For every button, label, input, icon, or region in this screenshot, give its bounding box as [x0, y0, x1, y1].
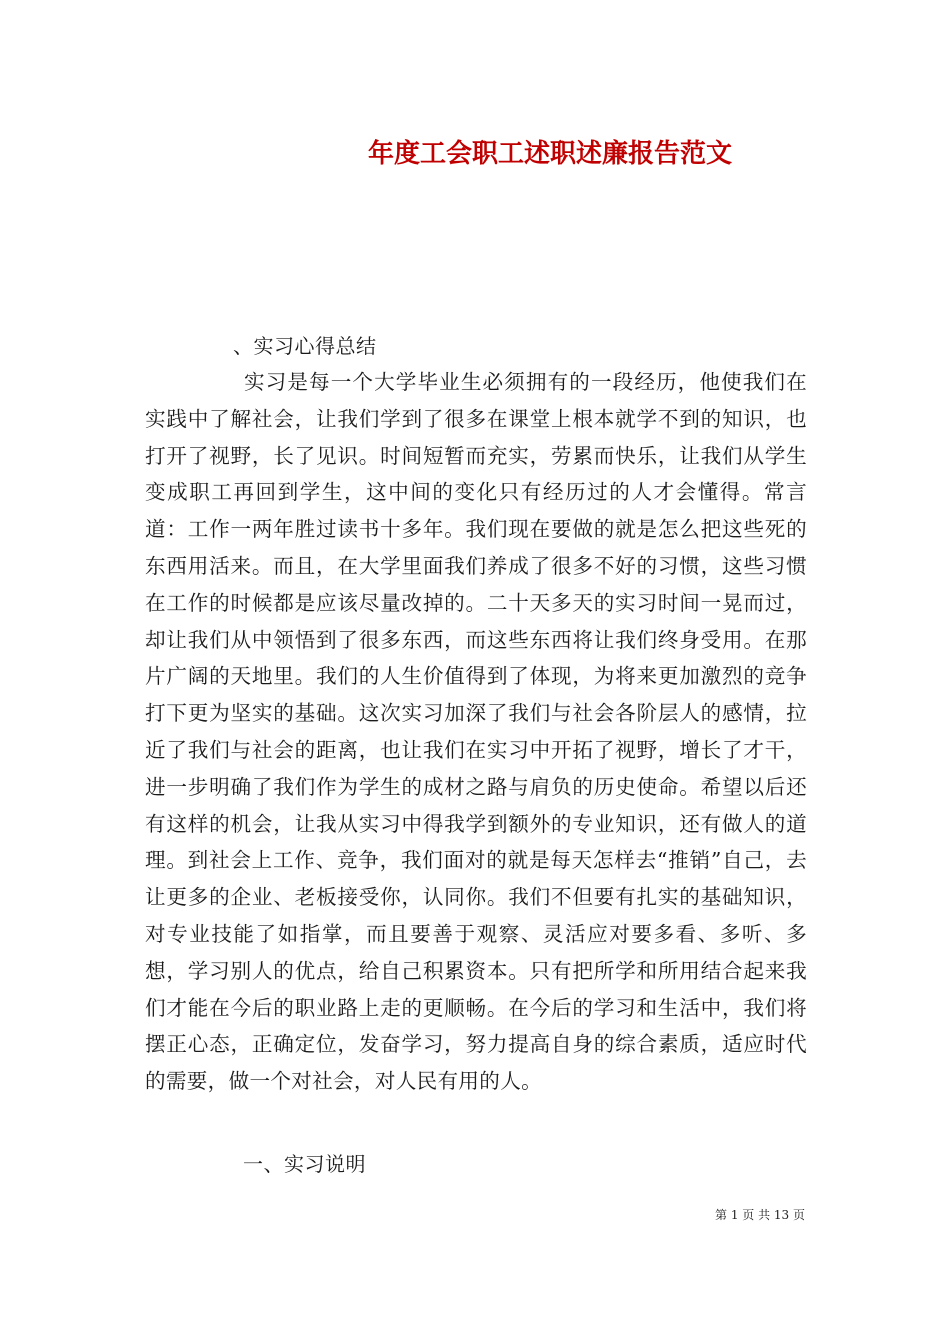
section-heading-internship-description: 一、实习说明 [243, 1152, 366, 1176]
page-number: 第 1 页 共 13 页 [715, 1208, 805, 1222]
body-paragraph: 实习是每一个大学毕业生必须拥有的一段经历，他使我们在实践中了解社会，让我们学到了很多在课堂上根本就学不到的知识，也打开了视野，长了见识。时间短暂而充实，劳累而快乐，让我们从学生变成职工再回到学生，这中间的变化只有经历过的人才会懂得。常言道：工作一两年胜过读书十多年。我们现在要做的就是怎么把这些死的东西用活来。而且，在大学里面我们养成了很多不好的习惯，这些习惯在工作的时候都是应该尽量改掉的。二十天多天的实习时间一晃而过，却让我们从中领悟到了很多东西，而这些东西将让我们终身受用。在那片广阔的天地里。我们的人生价值得到了体现，为将来更加激烈的竞争打下更为坚实的基础。这次实习加深了我们与社会各阶层人的感情，拉近了我们与社会的距离，也让我们在实习中开拓了视野，增长了才干，进一步明确了我们作为学生的成材之路与肩负的历史使命。希望以后还有这样的机会，让我从实习中得我学到额外的专业知识，还有做人的道理。到社会上工作、竞争，我们面对的就是每天怎样去“推销”自己，去让更多的企业、老板接受你，认同你。我们不但要有扎实的基础知识，对专业技能了如指掌，而且要善于观察、灵活应对要多看、多听、多想，学习别人的优点，给自己积累资本。只有把所学和所用结合起来我们才能在今后的职业路上走的更顺畅。在今后的学习和生活中，我们将摆正心态，正确定位，发奋学习，努力提高自身的综合素质，适应时代的需要，做一个对社会，对人民有用的人。 [145, 370, 807, 1094]
document-title: 年度工会职工述职述廉报告范文 [367, 139, 732, 169]
section-heading-summary: 、实习心得总结 [233, 334, 377, 358]
